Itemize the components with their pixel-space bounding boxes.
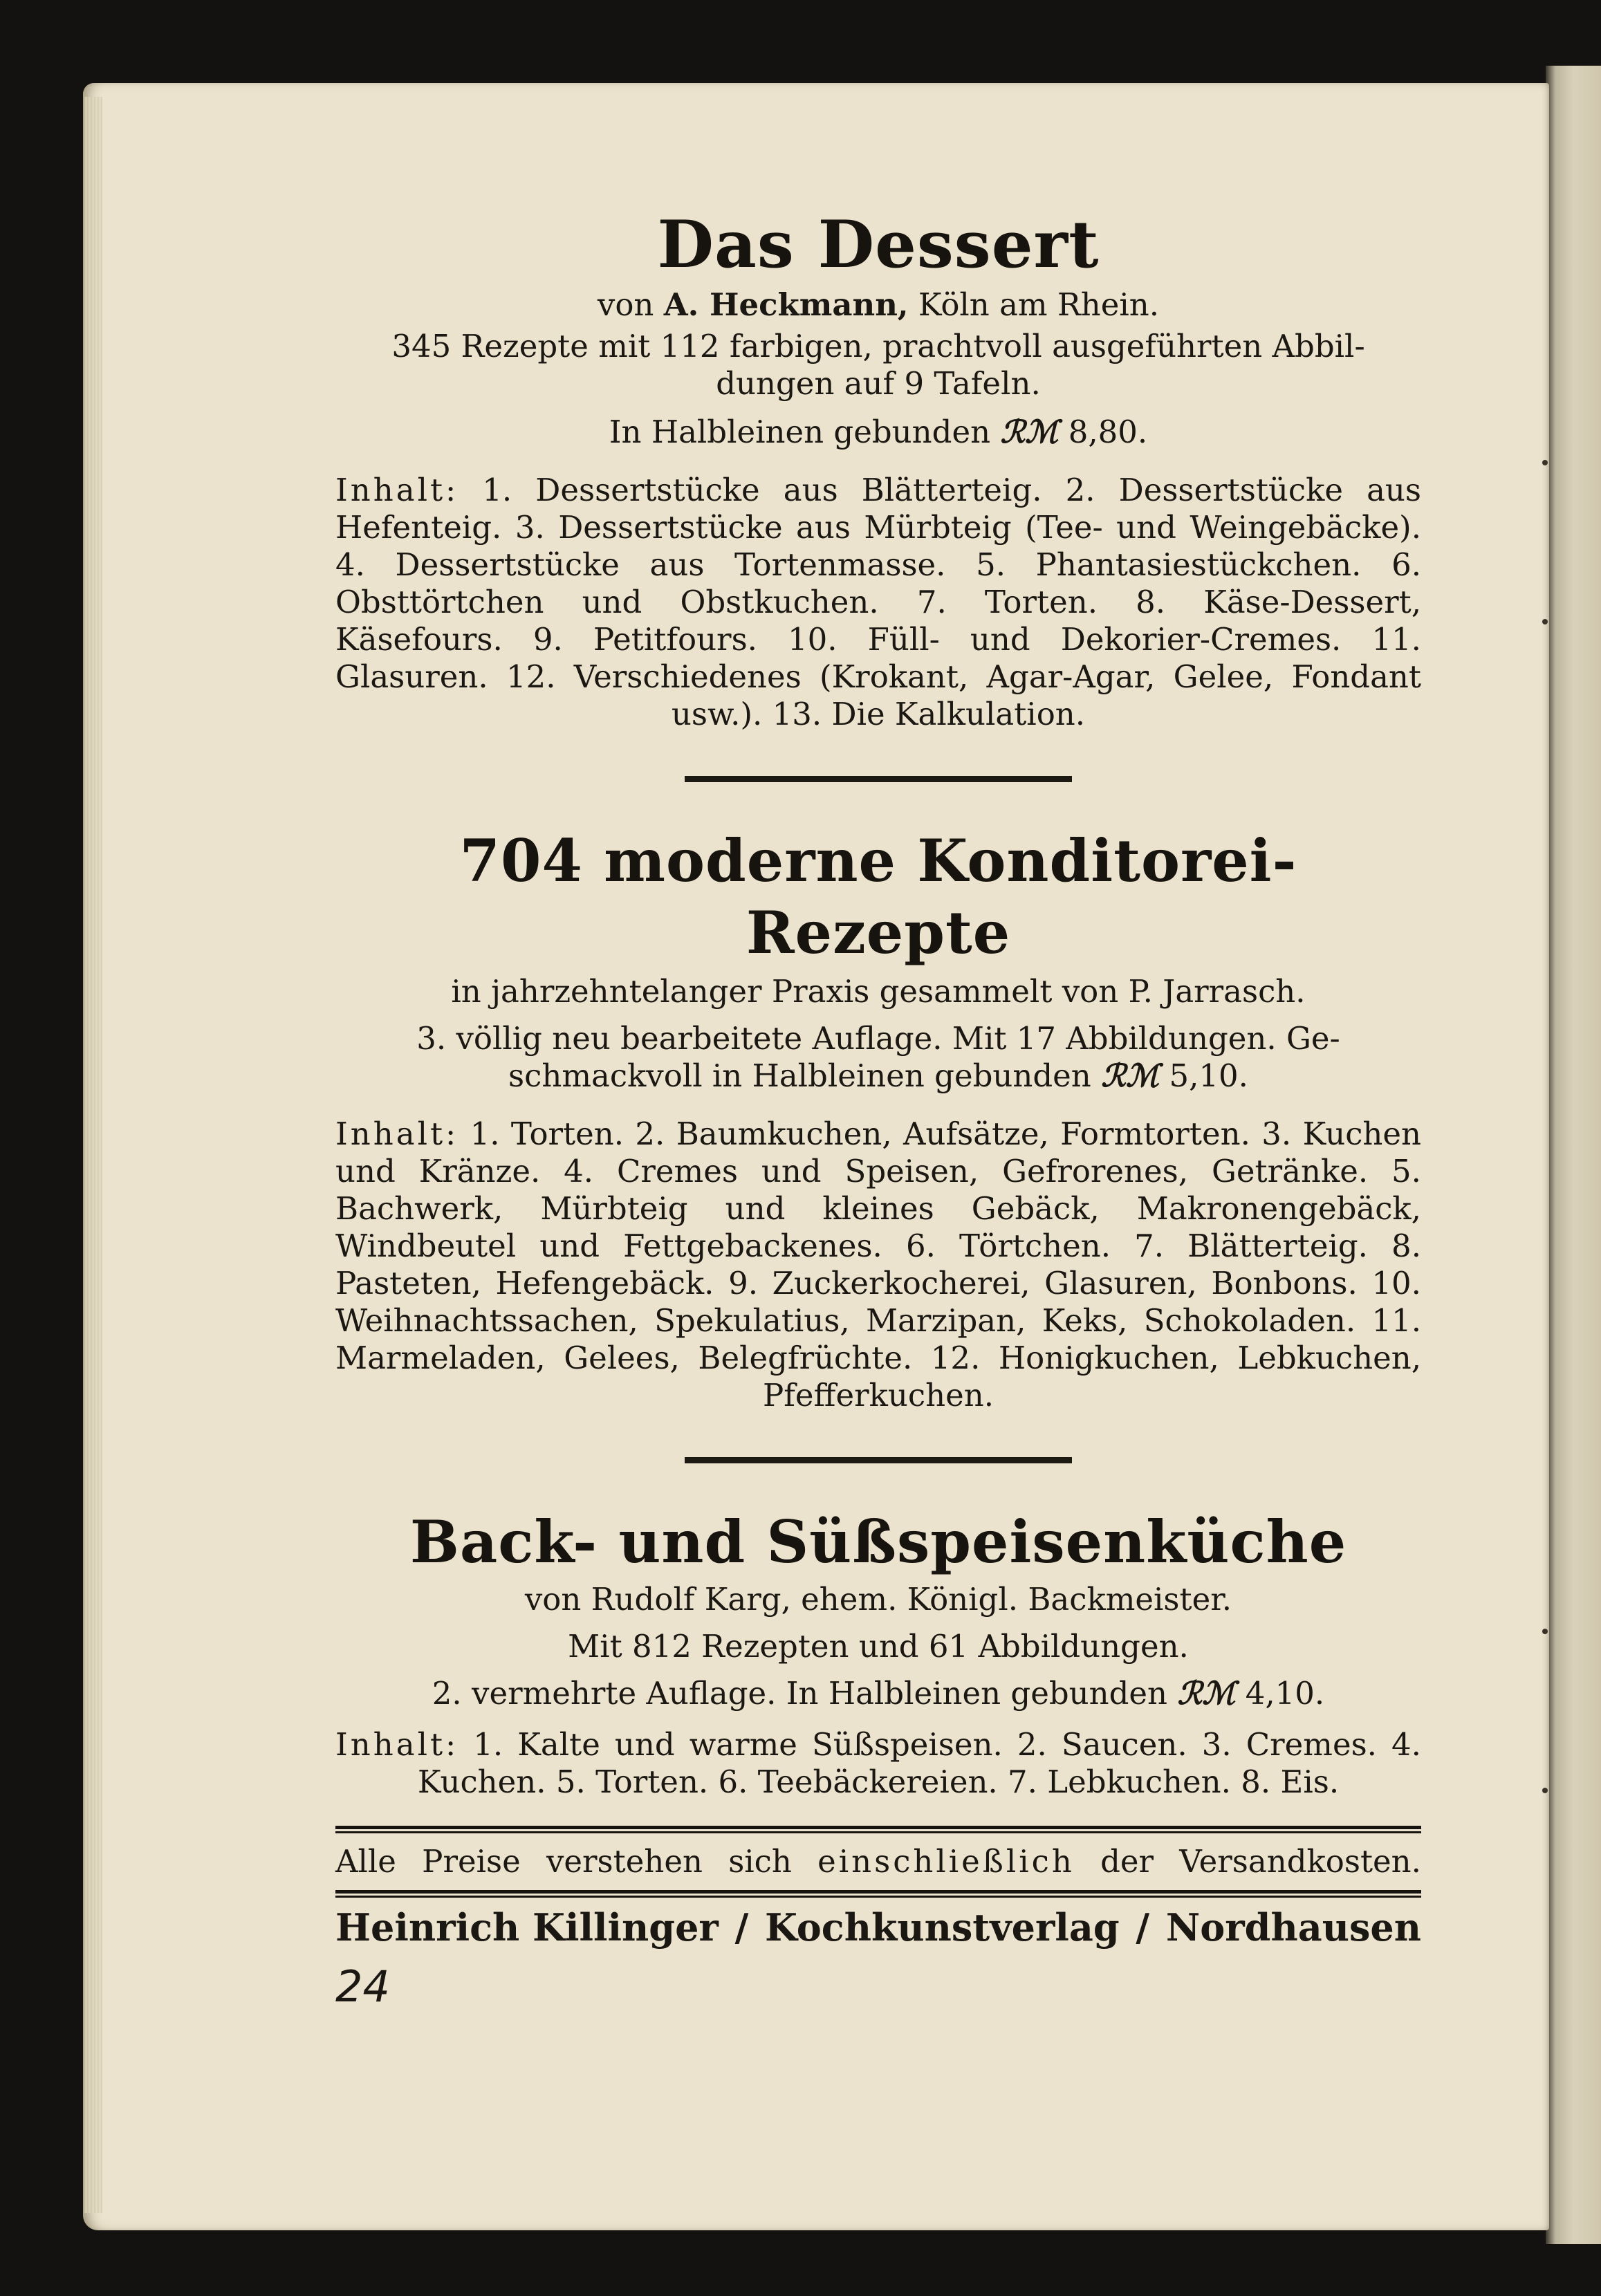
book-edition: 3. völlig neu bearbeitete Auflage. Mit 17 Abbildungen. Ge- <box>416 1020 1340 1057</box>
reichsmark-symbol: ℛℳ <box>1101 1057 1160 1094</box>
book-entry-das-dessert <box>335 207 1421 733</box>
page-gutter <box>84 97 102 2213</box>
book-entry-suessspeisenkueche <box>335 1506 1421 1801</box>
book-recipes: Mit 812 Rezepten und 61 Abbildungen. <box>568 1628 1189 1665</box>
book-price: In Halbleinen gebunden ℛℳ 8,80. <box>609 414 1148 450</box>
book-author: von A. Heckmann, Köln am Rhein. <box>597 286 1160 323</box>
book-price: schmackvoll in Halbleinen gebunden ℛℳ 5,10. <box>508 1057 1248 1094</box>
footer-rule <box>335 1890 1421 1898</box>
page-number: 24 <box>335 1961 390 2012</box>
book-title: Das Dessert <box>657 207 1100 283</box>
book-title: 704 moderne Konditorei-Rezepte <box>459 826 1297 967</box>
reichsmark-symbol: ℛℳ <box>1177 1675 1236 1712</box>
book-description-cont: dungen auf 9 Tafeln. <box>716 365 1041 402</box>
book-price: 2. vermehrte Auflage. In Halbleinen gebunden ℛℳ 4,10. <box>432 1675 1325 1712</box>
book-title: Back- und Süßspeisenküche <box>409 1508 1347 1576</box>
book-author: in jahrzehntelanger Praxis gesammelt von P. Jarrasch. <box>451 973 1306 1010</box>
adjacent-page-edge <box>1546 66 1601 2244</box>
advertisement-content <box>335 207 1421 2011</box>
book-author: von Rudolf Karg, ehem. Königl. Backmeister. <box>524 1581 1232 1618</box>
book-contents: Inhalt: 1. Kalte und warme Süßspeisen. 2. Saucen. 3. Cremes. 4. Kuchen. 5. Torten. 6. Teebäckereien. 7. Lebkuchen. 8. Eis. <box>335 1726 1421 1800</box>
section-divider <box>685 1457 1072 1463</box>
book-entry-konditorei-rezepte <box>335 825 1421 1414</box>
price-note: Alle Preise verstehen sich einschließlich der Versandkosten. <box>335 1843 1421 1880</box>
publisher-line: Heinrich Killinger / Kochkunstverlag / Nordhausen <box>335 1905 1421 1950</box>
section-divider <box>685 776 1072 782</box>
book-description: 345 Rezepte mit 112 farbigen, prachtvoll ausgeführten Abbil- <box>391 328 1365 364</box>
book-contents: Inhalt: 1. Torten. 2. Baumkuchen, Aufsätze, Formtorten. 3. Kuchen und Kränze. 4. Cremes und Speisen, Gefrorenes, Getränke. 5. Bachwerk, Mürbteig und kleines Gebäck, Makronengebäck, Windbeutel und Fettgebackenes. 6. Törtchen. 7. Blätterteig. 8. Pasteten, Hefengebäck. 9. Zuckerkocherei, Glasuren, Bonbons. 10. Weihnachtssachen, Spekulatius, Marzipan, Keks, Schokoladen. 11. Marmeladen, Gelees, Belegfrüchte. 12. Honigkuchen, Lebkuchen, Pfefferkuchen. <box>335 1115 1421 1414</box>
book-contents: Inhalt: 1. Dessertstücke aus Blätterteig. 2. Dessertstücke aus Hefenteig. 3. Dessertstücke aus Mürbteig (Tee- und Weingebäcke). 4. Dessertstücke aus Tortenmasse. 5. Phantasiestückchen. 6. Obsttörtchen und Obstkuchen. 7. Torten. 8. Käse-Dessert, Käsefours. 9. Petitfours. 10. Füll- und Dekorier-Cremes. 11. Glasuren. 12. Verschiedenes (Krokant, Agar-Agar, Gelee, Fondant usw.). 13. Die Kalkulation. <box>335 472 1421 732</box>
footer-rule <box>335 1826 1421 1833</box>
reichsmark-symbol: ℛℳ <box>1000 414 1059 450</box>
